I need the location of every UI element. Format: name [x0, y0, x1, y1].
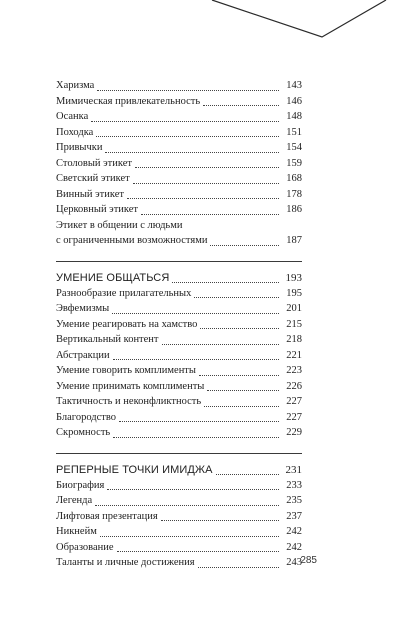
- leader-dots: [198, 567, 279, 568]
- toc-entry-page: 201: [286, 303, 302, 314]
- toc-section-image-landmarks: [56, 462, 302, 571]
- toc-entry-page: 237: [286, 510, 302, 522]
- toc-entry[interactable]: [56, 540, 302, 556]
- leader-dots: [91, 121, 279, 122]
- toc-entry-title: [56, 218, 207, 249]
- leader-dots: [96, 136, 279, 137]
- toc-entry-title: Лифтовая презентация: [56, 510, 158, 522]
- toc-entry-page: 195: [286, 287, 302, 299]
- toc-entry[interactable]: [56, 332, 302, 348]
- leader-dots: [95, 505, 279, 506]
- leader-dots: [97, 90, 279, 91]
- toc-entry-title: Церковный этикет: [56, 204, 138, 215]
- leader-dots: [119, 421, 279, 422]
- leader-dots: [194, 297, 279, 298]
- leader-dots: [113, 437, 279, 438]
- toc-entry-title: Биография: [56, 479, 105, 491]
- leader-dots: [162, 344, 279, 345]
- leader-dots: [117, 551, 279, 552]
- toc-entry[interactable]: [56, 348, 302, 364]
- leader-dots: [141, 214, 279, 215]
- toc-entry[interactable]: [56, 171, 302, 187]
- leader-dots: [172, 282, 279, 283]
- toc-entry-page: 146: [286, 95, 302, 107]
- toc-entry[interactable]: [56, 286, 302, 302]
- leader-dots: [200, 328, 279, 329]
- toc-entry-page: 242: [286, 541, 302, 553]
- leader-dots: [216, 474, 279, 475]
- toc-entry-title: Абстракции: [56, 349, 110, 361]
- toc-entry[interactable]: [56, 187, 302, 203]
- toc-entry-title: Харизма: [56, 80, 95, 91]
- toc-entry-title: Светский этикет: [56, 173, 130, 184]
- toc-entry-page: 226: [286, 380, 302, 392]
- toc-entry-page: 218: [286, 334, 302, 345]
- leader-dots: [107, 489, 279, 490]
- section-heading-title: УМЕНИЕ ОБЩАТЬСЯ: [56, 271, 170, 284]
- toc-entry[interactable]: [56, 410, 302, 426]
- toc-entry-page: 223: [286, 365, 302, 376]
- toc-entry-page: 215: [286, 318, 302, 330]
- toc-entry-page: 235: [286, 495, 302, 506]
- toc-entry[interactable]: [56, 524, 302, 540]
- leader-dots: [161, 520, 279, 521]
- section-heading[interactable]: [56, 462, 302, 478]
- toc-entry-title-line1: Этикет в общении с людьми: [56, 219, 183, 231]
- toc-entry-page: 221: [286, 349, 302, 361]
- toc-entry[interactable]: [56, 379, 302, 395]
- toc-entry-title: Скромность: [56, 427, 111, 438]
- toc-entry-page: 148: [286, 111, 302, 122]
- toc-entry-page: 242: [286, 526, 302, 537]
- leader-dots: [199, 375, 279, 376]
- toc-entry-page: 227: [286, 396, 302, 407]
- toc-entry-page: 151: [286, 126, 302, 138]
- toc-entry[interactable]: [56, 156, 302, 172]
- leader-dots: [127, 198, 279, 199]
- leader-dots: [204, 406, 279, 407]
- leader-dots: [203, 105, 279, 106]
- toc-entry-title: Легенда: [56, 495, 93, 506]
- toc-entry-page: 178: [286, 188, 302, 200]
- toc-entry-title: Вертикальный контент: [56, 334, 159, 345]
- toc-entry-title: Разнообразие прилагательных: [56, 287, 192, 299]
- toc-entry-title: Эвфемизмы: [56, 303, 110, 314]
- leader-dots: [112, 313, 279, 314]
- toc-entry-title: Столовый этикет: [56, 157, 132, 169]
- toc-entry-title: Благородство: [56, 411, 117, 423]
- toc-entry-page: 187: [286, 235, 302, 246]
- toc-entry-title: Таланты и личные достижения: [56, 557, 195, 568]
- leader-dots: [133, 183, 279, 184]
- toc-group-etiquette: [56, 78, 302, 249]
- toc-entry[interactable]: [56, 317, 302, 333]
- toc-entry-title: Никнейм: [56, 526, 97, 537]
- toc-entry-page: 233: [286, 479, 302, 491]
- toc-entry-page: 243: [286, 557, 302, 568]
- toc-entry-page: 154: [286, 142, 302, 153]
- page-corner-edge: [0, 0, 400, 60]
- toc-entry-title: Тактичность и неконфликтность: [56, 396, 202, 407]
- toc-entry-multiline[interactable]: [56, 218, 302, 249]
- toc-section-communication: [56, 270, 302, 441]
- toc-entry-page: 227: [286, 411, 302, 423]
- leader-dots: [100, 536, 279, 537]
- section-divider: [56, 453, 302, 454]
- toc-entry-title: Походка: [56, 126, 94, 138]
- section-heading-title: РЕПЕРНЫЕ ТОЧКИ ИМИДЖА: [56, 463, 213, 476]
- toc-entry[interactable]: [56, 555, 302, 571]
- toc-entry[interactable]: [56, 78, 302, 94]
- leader-dots: [105, 152, 279, 153]
- leader-dots: [113, 359, 279, 360]
- toc-entry-title: Привычки: [56, 142, 103, 153]
- section-heading[interactable]: [56, 270, 302, 286]
- page-number: 285: [300, 555, 317, 566]
- toc-entry-title-line2: с ограниченными возможностями: [56, 235, 208, 246]
- toc-entry-title: Умение говорить комплименты: [56, 365, 196, 376]
- toc-entry[interactable]: [56, 202, 302, 218]
- toc-entry[interactable]: [56, 125, 302, 141]
- section-heading-page: 193: [285, 271, 302, 284]
- toc-entry-title: Мимическая привлекательность: [56, 95, 201, 107]
- section-divider: [56, 261, 302, 262]
- toc-entry-title: Винный этикет: [56, 188, 124, 200]
- toc-entry-page: 186: [286, 204, 302, 215]
- toc-entry[interactable]: [56, 394, 302, 410]
- toc-entry[interactable]: [56, 94, 302, 110]
- toc-entry[interactable]: [56, 478, 302, 494]
- toc-entry-page: 229: [286, 427, 302, 438]
- toc-entry[interactable]: [56, 109, 302, 125]
- toc-entry-page: 168: [286, 173, 302, 184]
- toc-entry[interactable]: [56, 425, 302, 441]
- toc-entry-title: Умение принимать комплименты: [56, 380, 205, 392]
- table-of-contents: [56, 78, 302, 571]
- leader-dots: [207, 390, 279, 391]
- toc-entry[interactable]: [56, 493, 302, 509]
- toc-entry[interactable]: [56, 509, 302, 525]
- toc-entry[interactable]: [56, 301, 302, 317]
- section-heading-page: 231: [285, 463, 302, 476]
- toc-entry-page: 159: [286, 157, 302, 169]
- toc-entry-title: Образование: [56, 541, 114, 553]
- toc-entry-title: Осанка: [56, 111, 89, 122]
- toc-entry[interactable]: [56, 140, 302, 156]
- toc-entry-page: 143: [286, 80, 302, 91]
- toc-entry-title: Умение реагировать на хамство: [56, 318, 198, 330]
- leader-dots: [210, 245, 279, 246]
- leader-dots: [135, 167, 279, 168]
- toc-entry[interactable]: [56, 363, 302, 379]
